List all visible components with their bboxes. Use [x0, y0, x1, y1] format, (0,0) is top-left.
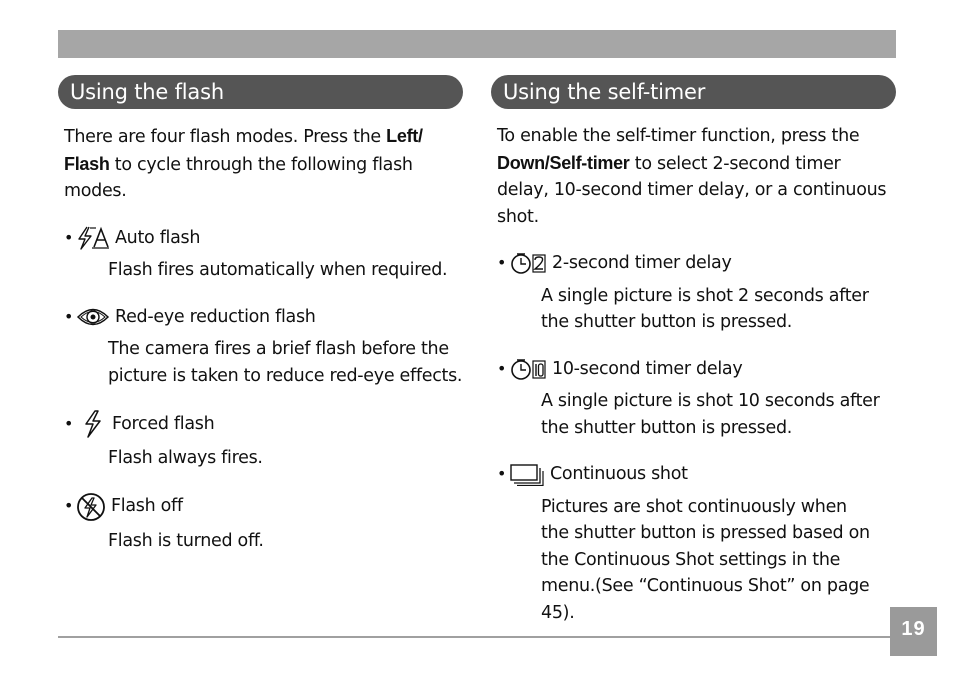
list-item-10-second-timer	[497, 356, 896, 442]
list-item-description: Pictures are shot continuously when the shutter button is pressed based on the Continuous Shot settings in the menu.(See “Continuous Shot” on page 45).	[541, 496, 870, 623]
list-item-title: Flash off	[111, 496, 183, 517]
list-item-2-second-timer	[497, 250, 896, 336]
bullet: •	[64, 306, 74, 326]
auto-flash-icon	[76, 225, 110, 251]
list-item-description: A single picture is shot 2 seconds after the shutter button is pressed.	[541, 285, 869, 332]
list-item-flash-off	[64, 492, 463, 555]
list-item-description: Flash fires automatically when required.	[108, 260, 448, 280]
list-item-red-eye	[64, 304, 463, 390]
list-item-title: Forced flash	[112, 413, 215, 434]
bullet: •	[64, 227, 74, 247]
list-item-title: Auto flash	[115, 227, 201, 248]
bullet: •	[64, 496, 74, 516]
self-timer-section	[491, 75, 896, 626]
flash-off-icon	[76, 492, 106, 522]
bullet: •	[64, 413, 74, 433]
continuous-shot-icon	[509, 462, 545, 486]
flash-section	[58, 75, 463, 554]
header-bar	[58, 30, 896, 58]
red-eye-icon	[76, 304, 110, 330]
self-timer-section-heading: Using the self-timer	[491, 75, 896, 109]
list-item-title: 10-second timer delay	[552, 358, 743, 379]
flash-section-heading: Using the flash	[58, 75, 463, 109]
list-item-description: Flash always fires.	[108, 448, 263, 468]
list-item-title: Continuous shot	[550, 464, 688, 484]
list-item-title: 2-second timer delay	[552, 253, 732, 273]
forced-flash-icon	[82, 409, 104, 439]
flash-intro: There are four flash modes. Press the Left/ Flash to cycle through the following flash modes.	[64, 126, 423, 201]
list-item-forced-flash	[64, 409, 463, 472]
bullet: •	[497, 253, 507, 272]
list-item-title: Red-eye reduction flash	[115, 306, 316, 327]
self-timer-intro: To enable the self-timer function, press the Down/Self-timer to select 2-second timer delay, 10-second timer delay, or a continuous shot.	[497, 126, 887, 227]
bullet: •	[497, 358, 507, 378]
page-number: 19	[890, 607, 937, 656]
footer-divider	[58, 636, 892, 638]
list-item-description: Flash is turned off.	[108, 530, 264, 551]
bullet: •	[497, 464, 507, 483]
list-item-auto-flash	[64, 225, 463, 284]
list-item-description: The camera fires a brief flash before the picture is taken to reduce red-eye effects.	[108, 339, 463, 386]
self-timer-10s-icon	[509, 356, 547, 382]
list-item-description: A single picture is shot 10 seconds after the shutter button is pressed.	[541, 391, 880, 438]
list-item-continuous-shot	[497, 461, 896, 626]
self-timer-2s-icon	[509, 250, 547, 276]
